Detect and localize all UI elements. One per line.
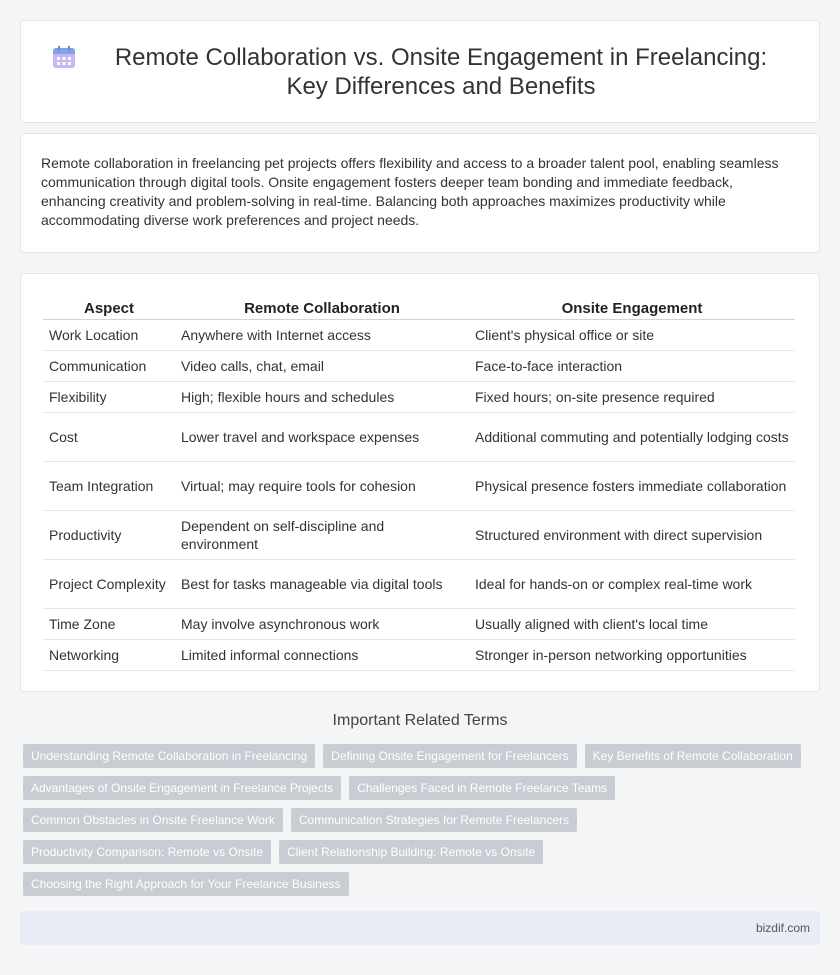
summary-text: Remote collaboration in freelancing pet projects offers flexibility and access to a broader talent pool, enabling seamless communication through digital tools. Onsite engagement fosters deeper team bonding and immediate feedback, enhancing creativity and problem-solving in real-time. Balancing both approaches maximizes productivity while accommodating diverse work preferences and project needs.	[41, 155, 779, 228]
comparison-table	[43, 296, 795, 671]
cell-aspect: Work Location	[43, 319, 175, 350]
related-term-tag[interactable]: Defining Onsite Engagement for Freelancers	[323, 744, 576, 768]
related-term-tag[interactable]: Productivity Comparison: Remote vs Onsite	[23, 840, 271, 864]
column-header-remote: Remote Collaboration	[175, 296, 469, 319]
cell-aspect: Time Zone	[43, 608, 175, 639]
cell-remote: Lower travel and workspace expenses	[175, 412, 469, 461]
table-row	[43, 412, 795, 461]
cell-aspect: Project Complexity	[43, 559, 175, 608]
cell-onsite: Additional commuting and potentially lodging costs	[469, 412, 795, 461]
related-term-tag[interactable]: Advantages of Onsite Engagement in Freelance Projects	[23, 776, 341, 800]
table-row	[43, 319, 795, 350]
cell-onsite: Usually aligned with client's local time	[469, 608, 795, 639]
table-row	[43, 559, 795, 608]
related-term-tag[interactable]: Choosing the Right Approach for Your Freelance Business	[23, 872, 349, 896]
table-header-row	[43, 296, 795, 319]
table-row	[43, 350, 795, 381]
cell-onsite: Face-to-face interaction	[469, 350, 795, 381]
cell-remote: Video calls, chat, email	[175, 350, 469, 381]
cell-aspect: Communication	[43, 350, 175, 381]
cell-aspect: Cost	[43, 412, 175, 461]
page-title: Remote Collaboration vs. Onsite Engagement in Freelancing: Key Differences and Benefits	[114, 43, 768, 100]
cell-onsite: Fixed hours; on-site presence required	[469, 381, 795, 412]
cell-aspect: Team Integration	[43, 461, 175, 510]
table-row	[43, 381, 795, 412]
related-terms-tags	[23, 744, 823, 904]
cell-onsite: Ideal for hands-on or complex real-time work	[469, 559, 795, 608]
related-term-tag[interactable]: Key Benefits of Remote Collaboration	[585, 744, 801, 768]
column-header-onsite: Onsite Engagement	[469, 296, 795, 319]
cell-onsite: Stronger in-person networking opportunities	[469, 639, 795, 670]
table-row	[43, 510, 795, 559]
cell-remote: High; flexible hours and schedules	[175, 381, 469, 412]
cell-onsite: Physical presence fosters immediate collaboration	[469, 461, 795, 510]
related-term-tag[interactable]: Common Obstacles in Onsite Freelance Work	[23, 808, 283, 832]
cell-remote: Virtual; may require tools for cohesion	[175, 461, 469, 510]
cell-aspect: Productivity	[43, 510, 175, 559]
calendar-icon	[51, 44, 77, 70]
comparison-table-card	[20, 273, 820, 692]
cell-remote: Best for tasks manageable via digital tools	[175, 559, 469, 608]
cell-onsite: Client's physical office or site	[469, 319, 795, 350]
cell-onsite: Structured environment with direct supervision	[469, 510, 795, 559]
related-terms-title: Important Related Terms	[332, 712, 508, 729]
header-card	[20, 20, 820, 123]
cell-remote: Dependent on self-discipline and environment	[175, 510, 469, 559]
summary-card	[20, 133, 820, 253]
cell-remote: Anywhere with Internet access	[175, 319, 469, 350]
footer	[20, 911, 820, 945]
table-row	[43, 608, 795, 639]
column-header-aspect: Aspect	[43, 296, 175, 319]
table-row	[43, 639, 795, 670]
related-term-tag[interactable]: Communication Strategies for Remote Freelancers	[291, 808, 577, 832]
footer-site-link[interactable]: bizdif.com	[755, 921, 810, 935]
cell-aspect: Flexibility	[43, 381, 175, 412]
table-row	[43, 461, 795, 510]
related-term-tag[interactable]: Challenges Faced in Remote Freelance Teams	[349, 776, 615, 800]
cell-remote: May involve asynchronous work	[175, 608, 469, 639]
cell-aspect: Networking	[43, 639, 175, 670]
cell-remote: Limited informal connections	[175, 639, 469, 670]
related-term-tag[interactable]: Client Relationship Building: Remote vs Onsite	[279, 840, 543, 864]
related-term-tag[interactable]: Understanding Remote Collaboration in Freelancing	[23, 744, 315, 768]
